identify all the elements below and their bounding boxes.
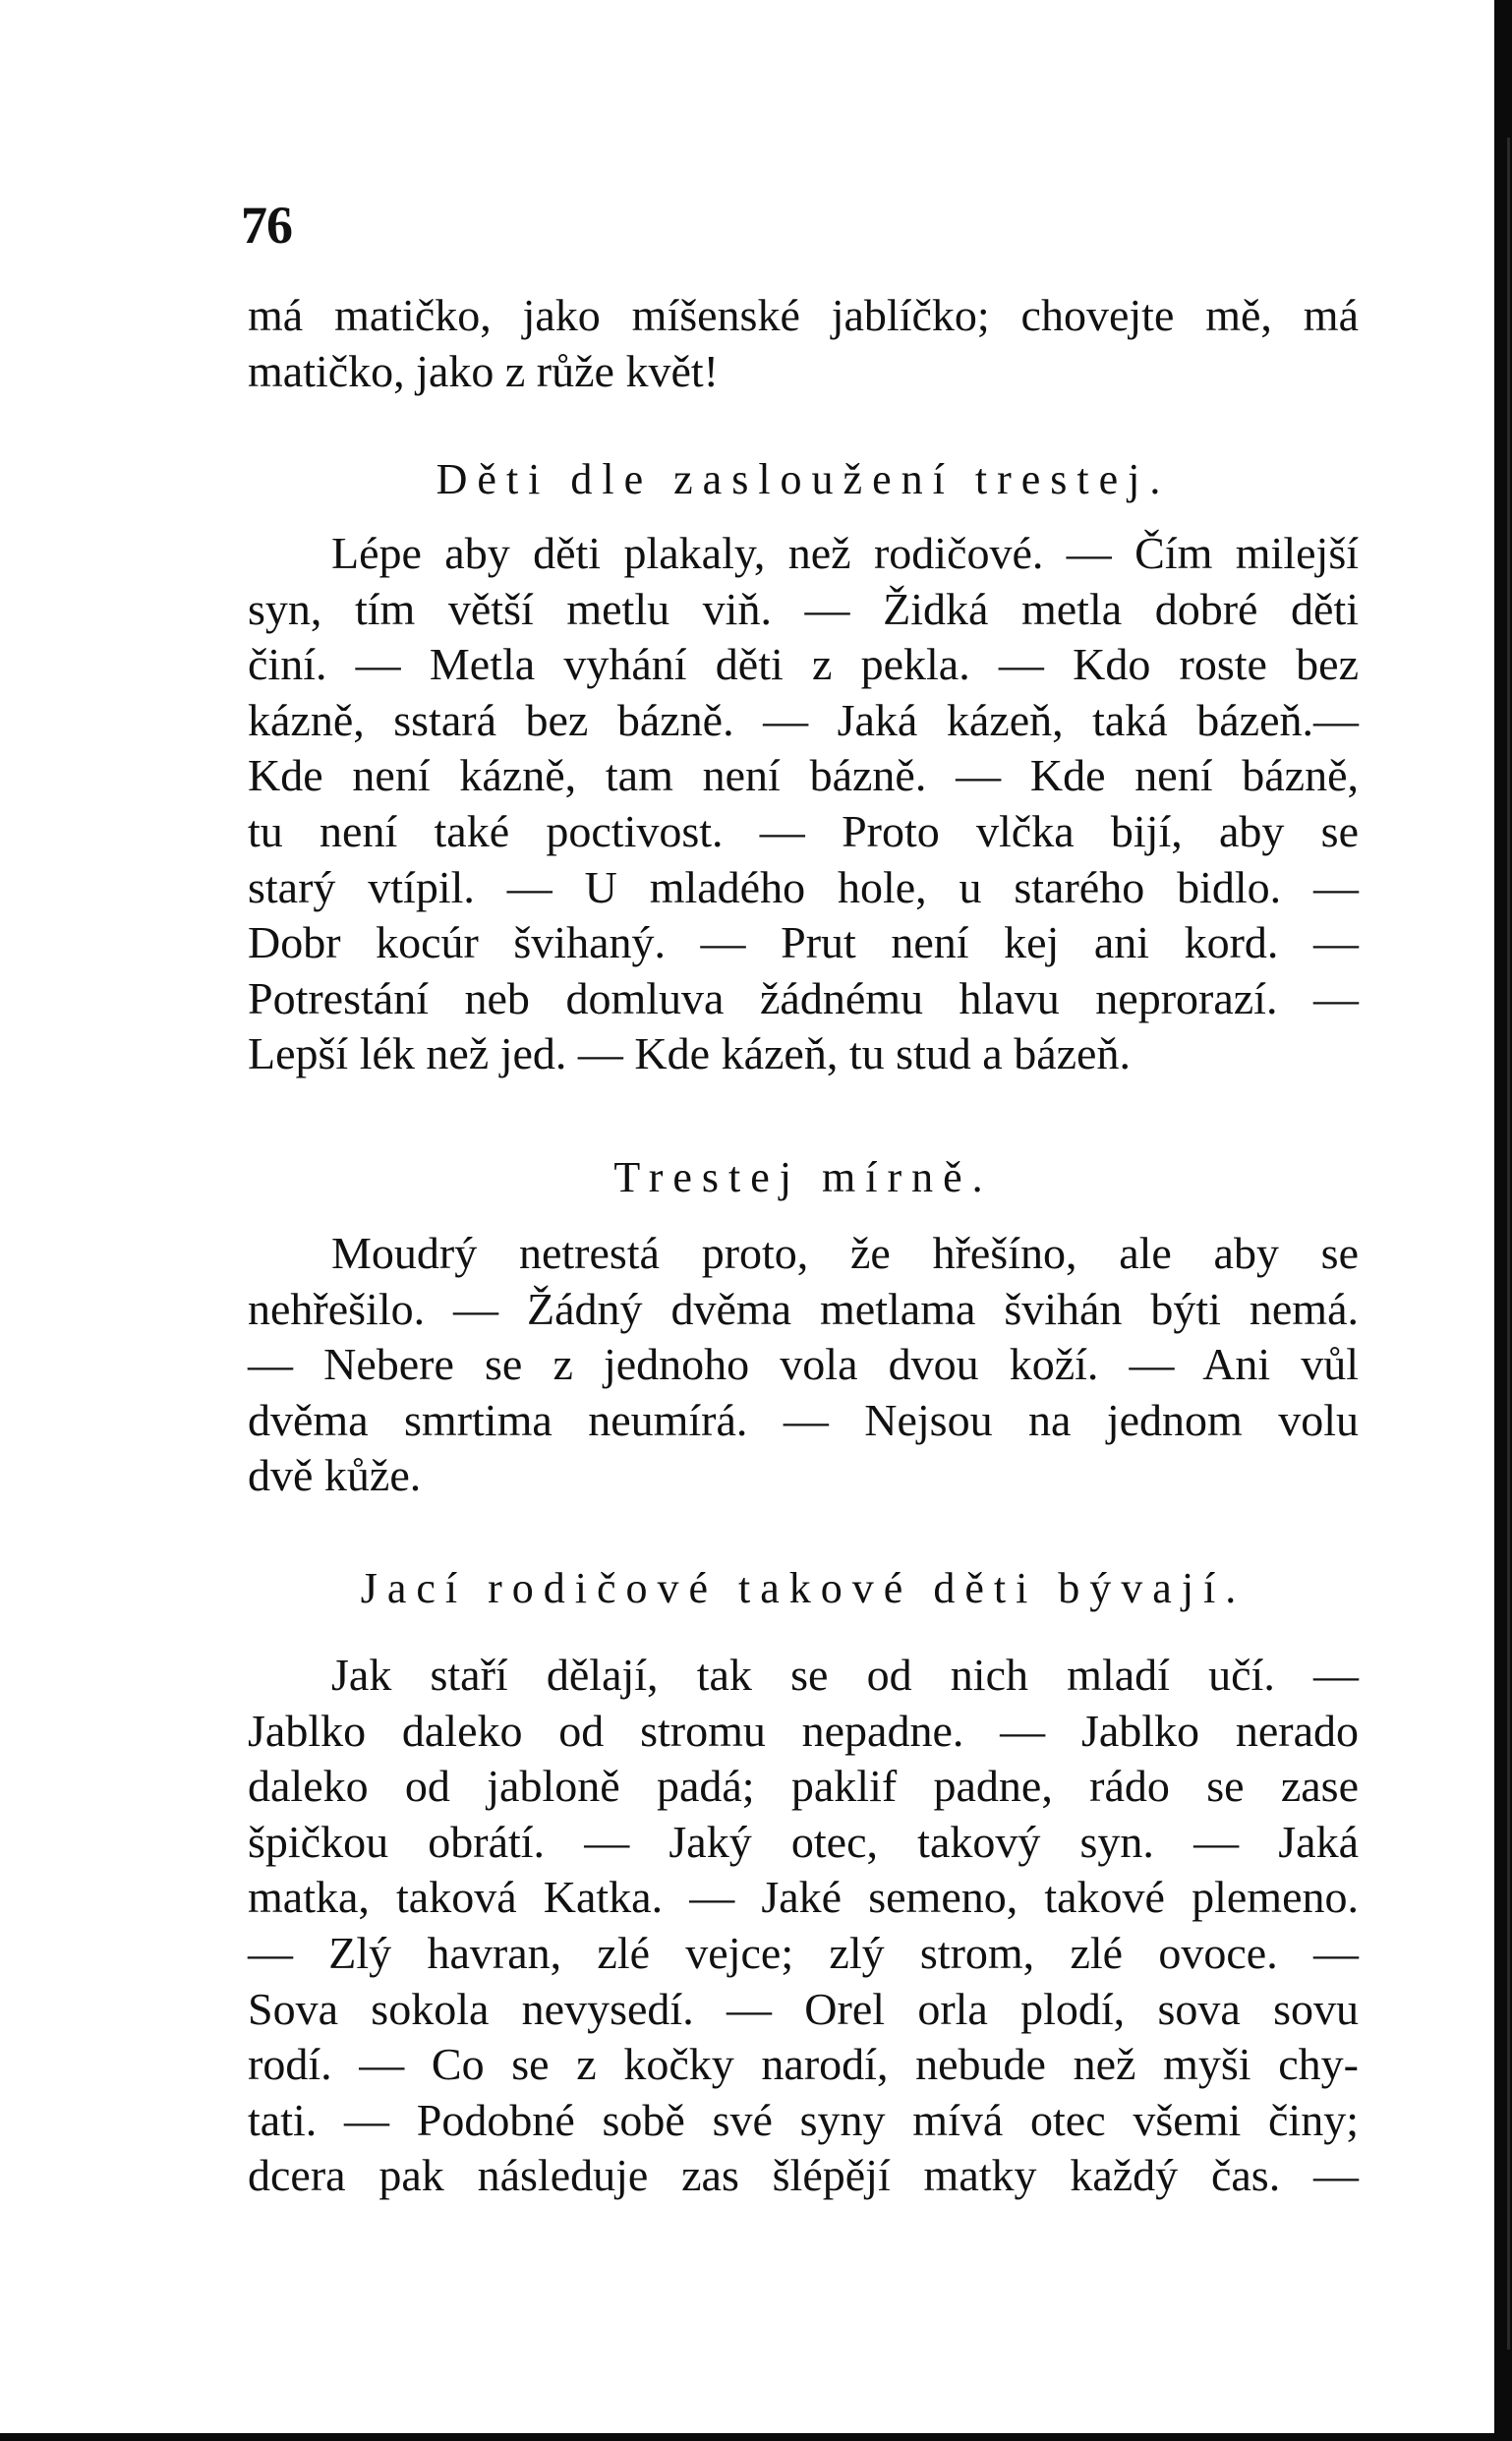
text-line: matka, taková Katka. — Jaké semeno, takové plemeno. (248, 1872, 1359, 1923)
intro-paragraph (248, 288, 1359, 399)
text-line: tati. — Podobné sobě své syny mívá otec všemi činy; (248, 2094, 1359, 2145)
text-line: Jak staří dělají, tak se od nich mladí učí. — (331, 1650, 1359, 1700)
text-line: Jablko daleko od stromu nepadne. — Jablko nerado (248, 1705, 1359, 1756)
text-line: tu není také poctivost. — Proto vlčka bijí, aby se (248, 805, 1359, 856)
text-line: starý vtípil. — U mladého hole, u starého bidlo. — (248, 861, 1359, 912)
page-edge-shadow (1494, 0, 1512, 2441)
text-line: Moudrý netrestá proto, že hřešíno, ale aby se (331, 1228, 1359, 1278)
text-line: nehřešilo. — Žádný dvěma metlama švihán býti nemá. (248, 1283, 1359, 1334)
text-line: — Zlý havran, zlé vejce; zlý strom, zlé ovoce. — (248, 1927, 1359, 1978)
text-line: daleko od jabloně padá; paklif padne, rádo se zase (248, 1761, 1359, 1812)
text-line: syn, tím větší metlu viň. — Židká metla dobré děti (248, 583, 1359, 634)
text-line: Sova sokola nevysedí. — Orel orla plodí, sova sovu (248, 1983, 1359, 2034)
section-paragraph (248, 1648, 1359, 2204)
section-paragraph (248, 526, 1359, 1082)
section-heading: Trestej mírně. (613, 1153, 993, 1201)
text-line: špičkou obrátí. — Jaký otec, takový syn. — Jaká (248, 1816, 1359, 1867)
text-line: — Nebere se z jednoho vola dvou koží. — Ani vůl (248, 1339, 1359, 1390)
text-line: dvěma smrtima neumírá. — Nejsou na jednom volu (248, 1394, 1359, 1445)
section-heading: Děti dle zasloužení trestej. (436, 455, 1171, 503)
text-line: činí. — Metla vyhání děti z pekla. — Kdo roste bez (248, 639, 1359, 690)
text-line: dvě kůže. (248, 1450, 422, 1501)
text-line: Dobr kocúr švihaný. — Prut není kej ani kord. — (248, 917, 1359, 968)
text-line: Lépe aby děti plakaly, než rodičové. — Čím milejší (331, 528, 1359, 578)
page-number: 76 (241, 196, 292, 255)
text-line: Potrestání neb domluva žádnému hlavu neprorazí. — (248, 972, 1359, 1023)
text-line: dcera pak následuje zas šlépějí matky každý čas. — (248, 2150, 1359, 2201)
section-heading: Jací rodičové takové děti bývají. (360, 1564, 1247, 1612)
text-line: Lepší lék než jed. — Kde kázeň, tu stud a bázeň. (248, 1028, 1131, 1079)
text-line: má matičko, jako míšenské jablíčko; chovejte mě, má (248, 290, 1359, 340)
page-edge-line (1507, 138, 1510, 2350)
text-line: Kde není kázně, tam není bázně. — Kde není bázně, (248, 750, 1359, 801)
text-line: rodí. — Co se z kočky narodí, nebude než myši chy- (248, 2039, 1359, 2090)
text-line: matičko, jako z růže květ! (248, 345, 719, 396)
section-paragraph (248, 1226, 1359, 1504)
text-line: kázně, sstará bez bázně. — Jaká kázeň, taká bázeň.— (248, 694, 1359, 745)
